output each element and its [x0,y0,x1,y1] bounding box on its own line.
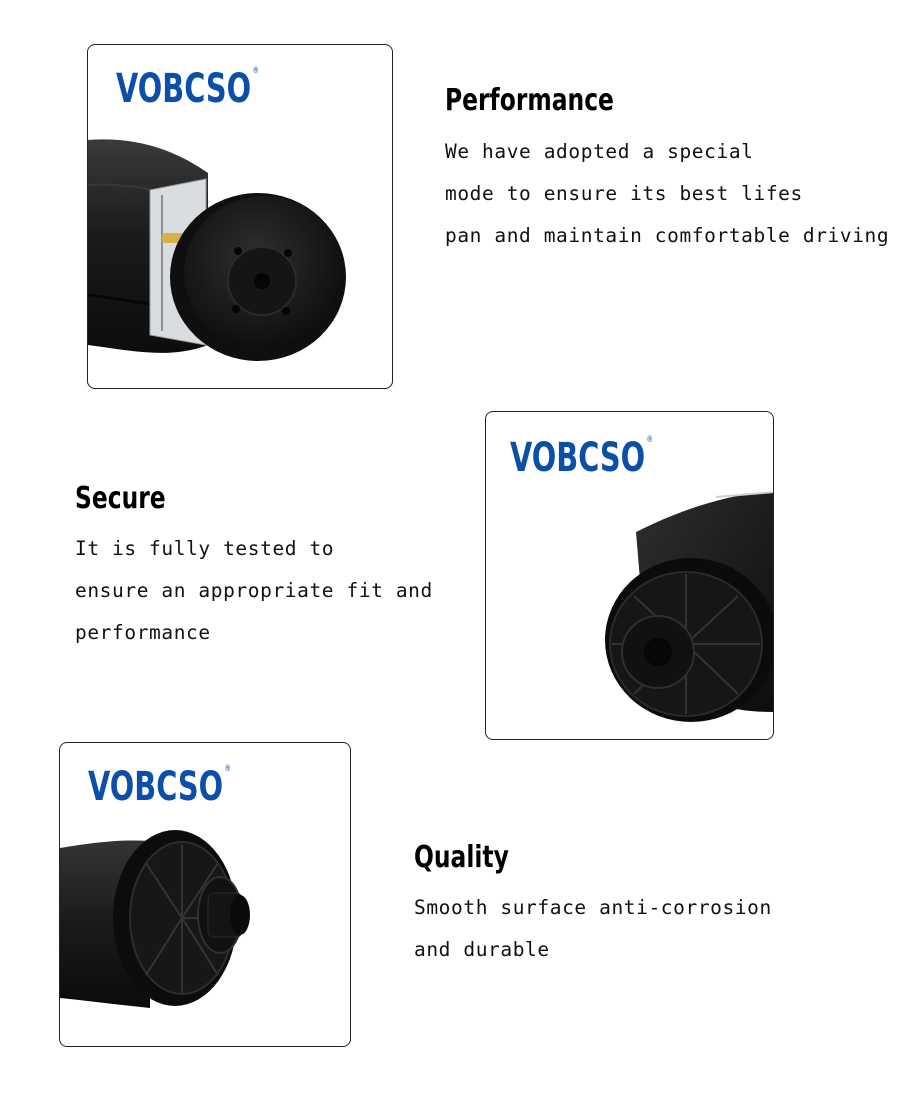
secure-line-1: It is fully tested to [75,537,335,560]
product-image-card-performance [87,44,393,389]
brand-logo [116,66,260,112]
brand-logo-text: VOBCSO [510,435,646,481]
trademark-symbol: ® [252,66,260,76]
section-title-quality: Quality [414,840,509,875]
section-title-performance: Performance [445,83,614,118]
quality-line-2: and durable [414,938,550,961]
quality-line-1: Smooth surface anti-corrosion [414,896,772,919]
performance-line-3: pan and maintain comfortable driving [445,224,890,247]
brand-logo [510,435,654,481]
secure-line-2: ensure an appropriate fit and [75,579,433,602]
trademark-symbol: ® [224,764,232,774]
section-title-secure: Secure [75,481,166,516]
brand-logo-text: VOBCSO [116,66,252,112]
secure-line-3: performance [75,621,211,644]
brand-logo-text: VOBCSO [88,764,224,810]
product-image-card-secure [485,411,774,740]
performance-line-1: We have adopted a special [445,140,754,163]
trademark-symbol: ® [646,435,654,445]
performance-line-2: mode to ensure its best lifes [445,182,803,205]
brand-logo [88,764,232,810]
product-image-card-quality [59,742,351,1047]
